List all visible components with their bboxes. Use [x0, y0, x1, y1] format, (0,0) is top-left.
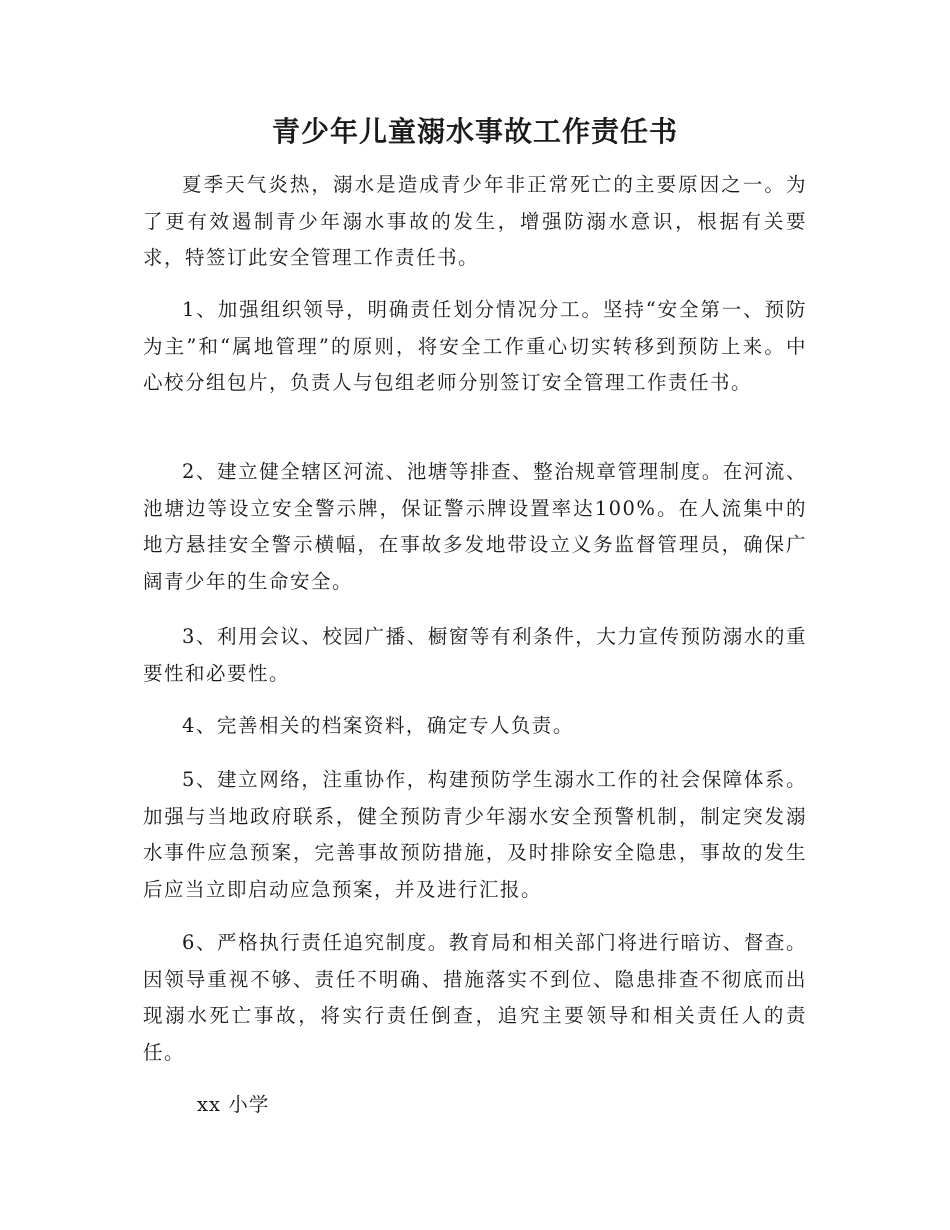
item-paragraph-1: 1、加强组织领导，明确责任划分情况分工。坚持“安全第一、预防为主”和“属地管理”的原则，将安全工作重心切实转移到预防上来。中心校分组包片，负责人与包组老师分别签订安全管理工作责任书。	[143, 298, 807, 394]
item-paragraph-6: 6、严格执行责任追究制度。教育局和相关部门将进行暗访、督查。因领导重视不够、责任不明确、措施落实不到位、隐患排查不彻底而出现溺水死亡事故，将实行责任倒查，追究主要领导和相关责任人的责任。	[143, 931, 807, 1064]
signature: xx 小学	[197, 1093, 270, 1116]
intro-paragraph: 夏季天气炎热，溺水是造成青少年非正常死亡的主要原因之一。为了更有效遏制青少年溺水事故的发生，增强防溺水意识，根据有关要求，特签订此安全管理工作责任书。	[143, 173, 807, 269]
item-paragraph-3: 3、利用会议、校园广播、橱窗等有利条件，大力宣传预防溺水的重要性和必要性。	[143, 625, 807, 685]
document-title: 青少年儿童溺水事故工作责任书	[271, 115, 678, 148]
item-paragraph-4: 4、完善相关的档案资料，确定专人负责。	[182, 714, 574, 737]
item-paragraph-2: 2、建立健全辖区河流、池塘等排查、整治规章管理制度。在河流、池塘边等设立安全警示牌，保证警示牌设置率达100%。在人流集中的地方悬挂安全警示横幅，在事故多发地带设立义务监督管理员，确保广阔青少年的生命安全。	[143, 460, 807, 593]
item-paragraph-5: 5、建立网络，注重协作，构建预防学生溺水工作的社会保障体系。加强与当地政府联系，健全预防青少年溺水安全预警机制，制定突发溺水事件应急预案，完善事故预防措施，及时排除安全隐患，事故的发生后应当立即启动应急预案，并及进行汇报。	[143, 768, 807, 901]
